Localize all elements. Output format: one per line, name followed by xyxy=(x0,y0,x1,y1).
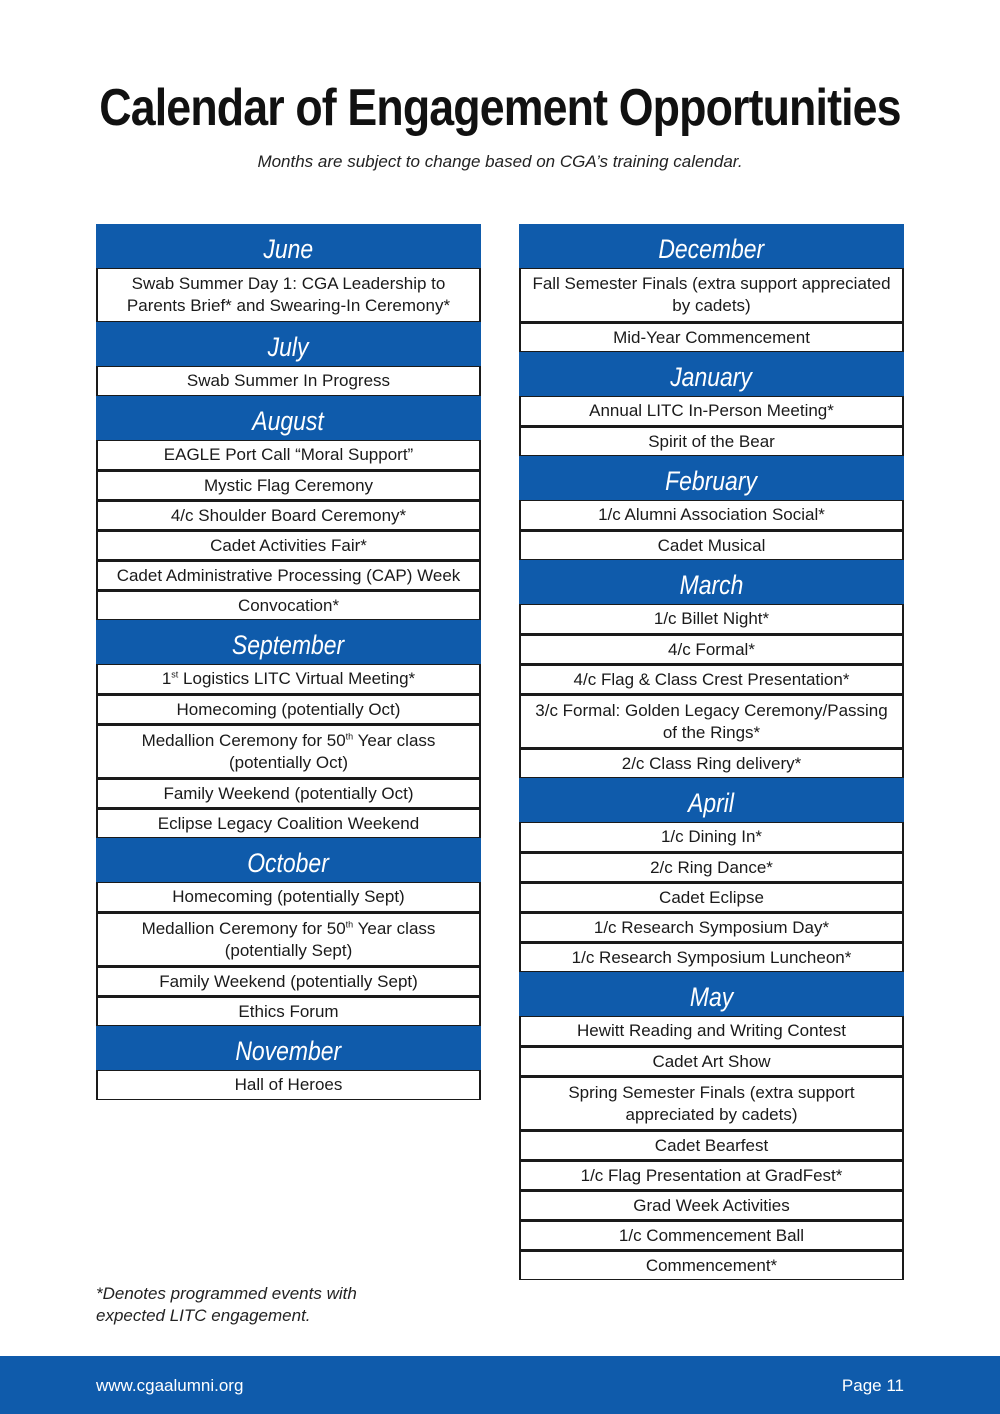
month-header-july xyxy=(96,322,481,366)
event-label: 4/c Formal* xyxy=(668,639,755,659)
event-row xyxy=(96,966,481,996)
event-row xyxy=(519,1046,904,1076)
event-row xyxy=(519,1250,904,1280)
event-row xyxy=(96,590,481,620)
event-row xyxy=(96,996,481,1026)
event-row xyxy=(96,1070,481,1100)
event-row xyxy=(519,1220,904,1250)
month-header-november xyxy=(96,1026,481,1070)
month-header-february xyxy=(519,456,904,500)
page-number: Page 11 xyxy=(841,1376,904,1395)
event-label: 4/c Flag & Class Crest Presentation* xyxy=(573,669,850,689)
event-row xyxy=(519,882,904,912)
event-row xyxy=(96,268,481,322)
event-row xyxy=(519,1160,904,1190)
month-label: May xyxy=(689,982,734,1012)
event-row xyxy=(519,500,904,530)
event-label: Homecoming (potentially Oct) xyxy=(176,699,401,719)
event-label: Cadet Art Show xyxy=(652,1051,771,1071)
month-label: June xyxy=(263,234,314,264)
event-label: Medallion Ceremony for 50th Year class (potentially Oct) xyxy=(141,730,436,772)
event-label: 1/c Billet Night* xyxy=(653,609,770,628)
event-label: 1/c Alumni Association Social* xyxy=(598,505,825,524)
event-label: 2/c Ring Dance* xyxy=(650,857,773,877)
event-row xyxy=(519,912,904,942)
event-label: Cadet Administrative Processing (CAP) Week xyxy=(116,565,461,585)
event-label: Hewitt Reading and Writing Contest xyxy=(577,1021,846,1040)
event-row xyxy=(519,268,904,322)
month-header-march xyxy=(519,560,904,604)
month-label: August xyxy=(252,406,325,436)
footer-url[interactable]: www.cgaalumni.org xyxy=(96,1376,244,1395)
event-row xyxy=(519,396,904,426)
event-label: Swab Summer Day 1: CGA Leadership to Parents Brief* and Swearing-In Ceremony* xyxy=(126,274,451,315)
event-row xyxy=(96,530,481,560)
month-label: October xyxy=(247,848,330,878)
event-label: Commencement* xyxy=(645,1255,778,1275)
month-header-january xyxy=(519,352,904,396)
event-row xyxy=(519,664,904,694)
event-row xyxy=(519,942,904,972)
event-row xyxy=(519,1016,904,1046)
event-label: 1/c Dining In* xyxy=(660,827,763,846)
event-row xyxy=(96,808,481,838)
event-label: Cadet Activities Fair* xyxy=(210,535,367,555)
calendar-left-column xyxy=(96,224,481,1100)
event-label: Annual LITC In-Person Meeting* xyxy=(589,401,834,420)
event-label: 3/c Formal: Golden Legacy Ceremony/Passing of the Rings* xyxy=(535,700,888,742)
month-label: July xyxy=(268,332,309,362)
event-label: 1/c Research Symposium Day* xyxy=(593,917,830,937)
event-label: Mystic Flag Ceremony xyxy=(203,475,374,495)
footnote: *Denotes programmed events with expected LITC engagement. xyxy=(96,1284,357,1325)
event-row xyxy=(96,366,481,396)
event-row xyxy=(96,778,481,808)
event-label: 4/c Shoulder Board Ceremony* xyxy=(170,505,407,525)
month-header-may xyxy=(519,972,904,1016)
event-label: 1st Logistics LITC Virtual Meeting* xyxy=(161,669,416,688)
event-label: Fall Semester Finals (extra support appreciated by cadets) xyxy=(532,274,891,315)
month-label: February xyxy=(665,466,758,496)
event-label: Mid-Year Commencement xyxy=(613,327,810,347)
event-label: 2/c Class Ring delivery* xyxy=(621,753,802,773)
month-header-october xyxy=(96,838,481,882)
event-label: Family Weekend (potentially Sept) xyxy=(159,971,418,991)
event-row xyxy=(96,560,481,590)
month-header-june xyxy=(96,224,481,268)
month-label: December xyxy=(658,234,765,264)
event-label: Cadet Musical xyxy=(657,535,766,555)
event-row xyxy=(519,822,904,852)
event-row xyxy=(519,748,904,778)
month-header-december xyxy=(519,224,904,268)
event-label: Spring Semester Finals (extra support appreciated by cadets) xyxy=(568,1082,855,1124)
month-label: April xyxy=(688,788,735,818)
event-row xyxy=(519,694,904,748)
event-label: Hall of Heroes xyxy=(234,1075,343,1094)
event-row xyxy=(96,882,481,912)
page-footer xyxy=(0,1356,1000,1414)
event-row xyxy=(96,440,481,470)
event-row xyxy=(519,852,904,882)
event-row xyxy=(519,322,904,352)
month-header-april xyxy=(519,778,904,822)
event-label: Cadet Bearfest xyxy=(654,1135,769,1155)
month-header-september xyxy=(96,620,481,664)
month-label: September xyxy=(232,630,345,660)
event-row xyxy=(519,530,904,560)
page-title: Calendar of Engagement Opportunities xyxy=(99,79,901,137)
month-label: March xyxy=(679,570,744,600)
event-label: Ethics Forum xyxy=(238,1001,339,1021)
month-header-august xyxy=(96,396,481,440)
event-label: Medallion Ceremony for 50th Year class (potentially Sept) xyxy=(141,918,436,960)
event-row xyxy=(519,1076,904,1130)
event-label: Homecoming (potentially Sept) xyxy=(172,887,405,906)
event-row xyxy=(519,1190,904,1220)
event-row xyxy=(96,724,481,778)
event-row xyxy=(519,634,904,664)
calendar-right-column xyxy=(519,224,904,1280)
event-label: 1/c Flag Presentation at GradFest* xyxy=(580,1165,843,1185)
event-label: Eclipse Legacy Coalition Weekend xyxy=(157,813,420,833)
event-row xyxy=(96,694,481,724)
event-label: 1/c Commencement Ball xyxy=(618,1225,805,1245)
event-label: Cadet Eclipse xyxy=(659,887,764,907)
month-label: November xyxy=(235,1036,342,1066)
event-row xyxy=(519,426,904,456)
event-label: Family Weekend (potentially Oct) xyxy=(163,783,414,803)
event-row xyxy=(519,604,904,634)
event-label: Swab Summer In Progress xyxy=(186,371,391,390)
event-label: Grad Week Activities xyxy=(633,1195,790,1215)
month-label: January xyxy=(670,362,753,392)
event-label: 1/c Research Symposium Luncheon* xyxy=(571,947,852,967)
event-row xyxy=(96,912,481,966)
page-subtitle: Months are subject to change based on CGA’s training calendar. xyxy=(257,152,743,171)
event-label: EAGLE Port Call “Moral Support” xyxy=(163,445,414,464)
event-row xyxy=(96,500,481,530)
event-row xyxy=(96,470,481,500)
event-row xyxy=(519,1130,904,1160)
event-label: Convocation* xyxy=(237,595,340,615)
event-label: Spirit of the Bear xyxy=(648,431,775,451)
event-row xyxy=(96,664,481,694)
